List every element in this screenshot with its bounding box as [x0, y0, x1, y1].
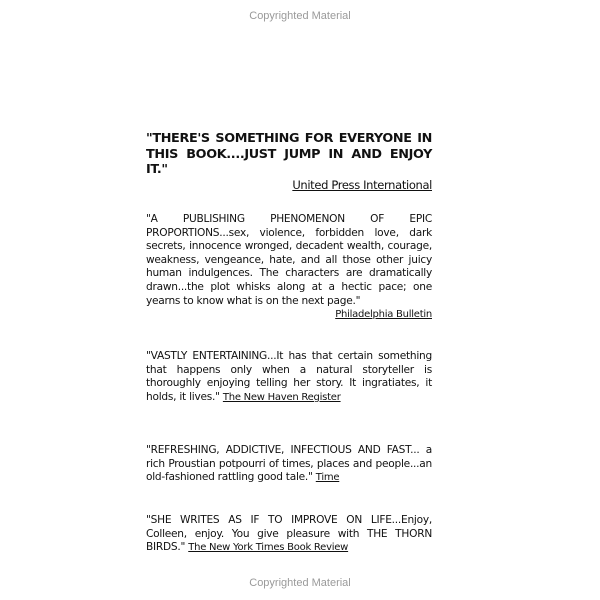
review-quote-time [146, 444, 432, 485]
quote-source: Time [315, 472, 340, 484]
quote-source: Philadelphia Bulletin [335, 309, 432, 321]
quote-text: "VASTLY ENTERTAINING...It has that certain something that happens only when a natural storyteller is thoroughly enjoying telling her story. It ingratiates, it holds, it lives." [146, 350, 432, 403]
quote-text: "THERE'S SOMETHING FOR EVERYONE IN THIS BOOK....JUST JUMP IN AND ENJOY IT." [146, 131, 432, 177]
quote-text: "A PUBLISHING PHENOMENON OF EPIC PROPORTIONS...sex, violence, forbidden love, dark secrets, innocence wronged, decadent wealth, courage, weakness, vengeance, hate, and all those other juicy human indulgences. The characters are dramatically drawn...the plot whisks along at a hectic pace; one yearns to know what is on the next page." [146, 213, 432, 307]
review-quote-new-haven [146, 350, 432, 404]
quote-text: "REFRESHING, ADDICTIVE, INFECTIOUS AND FAST... a rich Proustian potpourri of times, places and people...an old-fashioned rattling good tale." [146, 444, 432, 484]
quote-text: "SHE WRITES AS IF TO IMPROVE ON LIFE...Enjoy, Colleen, enjoy. You give pleasure with THE THORN BIRDS." [146, 514, 432, 554]
copyright-watermark-bottom: Copyrighted Material [249, 577, 351, 589]
review-quote-upi [146, 131, 432, 193]
quote-source: The New York Times Book Review [188, 542, 349, 554]
quote-source: The New Haven Register [222, 391, 341, 403]
review-quote-nyt [146, 514, 432, 555]
quote-source: United Press International [292, 177, 432, 192]
review-quote-philadelphia [146, 213, 432, 322]
copyright-watermark-top: Copyrighted Material [249, 10, 351, 22]
